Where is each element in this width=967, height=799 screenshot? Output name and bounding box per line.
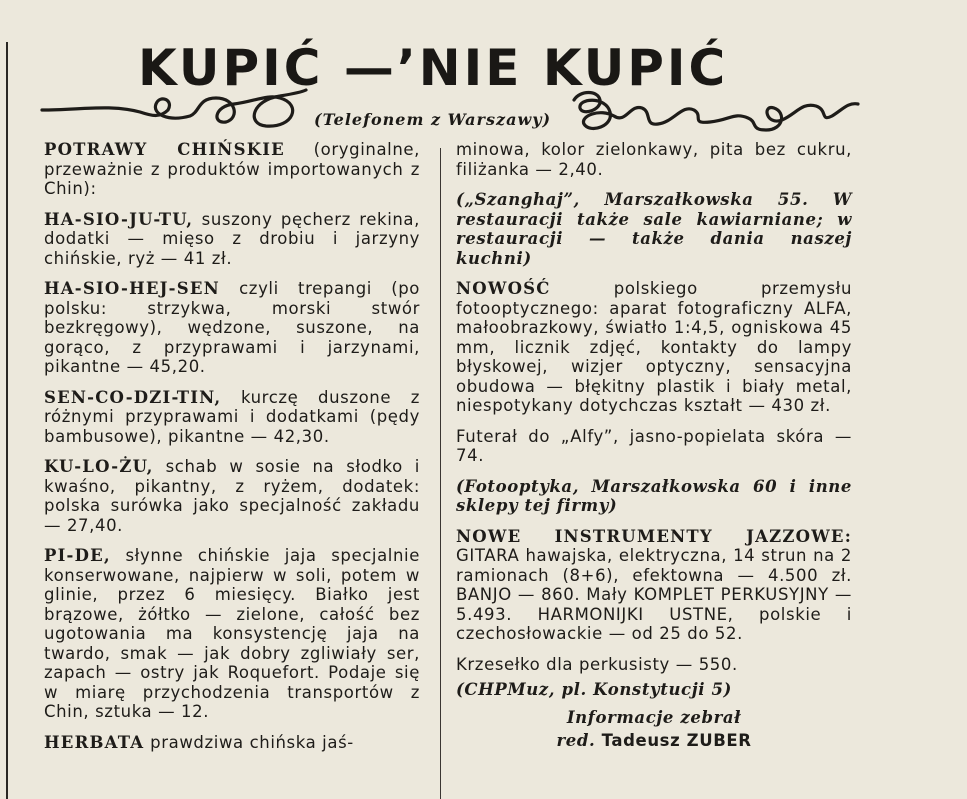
paragraph-sen-co-dzi-tin (44, 388, 420, 447)
paragraph-text: kurczę duszone z różnymi przyprawami i dodatkami (pędy bambusowe), pikantne — 42,30. (44, 387, 420, 446)
dish-name: HERBATA (44, 732, 145, 752)
author-prefix: red. (556, 731, 602, 750)
column-divider (440, 148, 441, 799)
right-column (456, 140, 852, 755)
paragraph-nowosc (456, 279, 852, 416)
paragraph-chinese-dishes (44, 140, 420, 199)
paragraph-text: GITARA hawajska, elektryczna, 14 strun na 2 ramionach (8+6), efektowna — 4.500 zł. BANJO — 860. Mały KOMPLET PERKUSYJNY — 5.493. HARMONIJKI USTNE, polskie i czechosłowackie — od 25 do 52. (456, 546, 852, 643)
paragraph-text: (oryginalne, przeważnie z produktów importowanych z Chin): (44, 140, 420, 198)
paragraph-ku-lo-zu (44, 457, 420, 535)
paragraph-text: suszony pęcherz rekina, dodatki — mięso z drobiu i jarzyny chińskie, ryż — 41 zł. (44, 209, 420, 268)
paragraph-herbata (44, 733, 420, 753)
dish-name: HA-SIO-HEJ-SEN (44, 279, 220, 298)
article-subtitle: (Telefonem z Warszawy) (314, 110, 552, 129)
paragraph-text: słynne chińskie jaja specjalnie konserwowane, najpierw w soli, potem w glinie, przez 6 miesięcy. Białko jest brązowe, żółtko — zielone, całość bez ugotowania ma konsystencję jaja na twardo, smak — jak dobry zgliwiały ser, zapach — ostry jak Roquefort. Podaje się w miarę przychodzenia transportów z Chin, sztuka — 12. (44, 546, 420, 721)
dish-name: KU-LO-ŻU, (44, 457, 154, 476)
paragraph-text: czyli trepangi (po polsku: strzykwa, morski stwór bezkręgowy), wędzone, suszone, na gorąco, z przyprawami i jarzynami, pikantne — 45,20. (44, 279, 420, 376)
left-column (44, 140, 420, 763)
note-fotooptyka: (Fotooptyka, Marszałkowska 60 i inne sklepy tej firmy) (456, 476, 852, 515)
author-name: Tadeusz ZUBER (601, 731, 752, 750)
paragraph-herbata-continued: minowa, kolor zielonkawy, pita bez cukru, filiżanka — 2,40. (456, 140, 852, 179)
heading-nowosc: NOWOŚĆ (456, 279, 551, 298)
right-swash-ornament (570, 86, 860, 142)
paragraph-krzeselko: Krzesełko dla perkusisty — 550. (456, 654, 738, 674)
left-margin-rule (6, 42, 8, 799)
left-swash-ornament (40, 88, 310, 138)
paragraph-text: polskiego przemysłu fotooptycznego: aparat fotograficzny ALFA, małoobrazkowy, światło 1:4,5, ogniskowa 45 mm, licznik zdjęć, kontakty do lampy błyskowej, wizjer optyczny, sensacyjna obudowa — błękitny plastik i biały metal, niespotykany dotychczas kształt — 430 zł. (456, 279, 852, 415)
dish-name: PI-DE, (44, 546, 111, 565)
paragraph-ha-sio-hej-sen (44, 279, 420, 377)
paragraph-text: schab w sosie na słodko i kwaśno, pikantny, z ryżem, dodatek: polska surówka jako specjalność zakładu — 27,40. (44, 457, 420, 535)
paragraph-text: prawdziwa chińska jaś- (144, 732, 354, 752)
heading-instrumenty-jazzowe: NOWE INSTRUMENTY JAZZOWE: (456, 526, 852, 546)
paragraph-instrumenty (456, 527, 852, 644)
dish-name: HA-SIO-JU-TU, (44, 209, 194, 229)
article-title: KUPIĆ —’NIE KUPIĆ (138, 39, 729, 97)
dish-name: SEN-CO-DZI-TIN, (44, 387, 222, 407)
author-line (456, 731, 852, 751)
paragraph-ha-sio-ju-tu (44, 210, 420, 269)
note-chpmuz: (CHPMuz, pl. Konstytucji 5) (456, 680, 732, 699)
paragraph-pi-de (44, 546, 420, 722)
credit-line: Informacje zebrał (566, 707, 742, 727)
heading-potrawy-chinskie: POTRAWY CHIŃSKIE (44, 140, 285, 159)
note-szanghaj: („Szanghaj”, Marszałkowska 55. W restauracji także sale kawiarniane; w restauracji — także dania naszej kuchni) (456, 190, 852, 268)
paragraph-futeral: Futerał do „Alfy”, jasno-popielata skóra — 74. (456, 426, 852, 465)
